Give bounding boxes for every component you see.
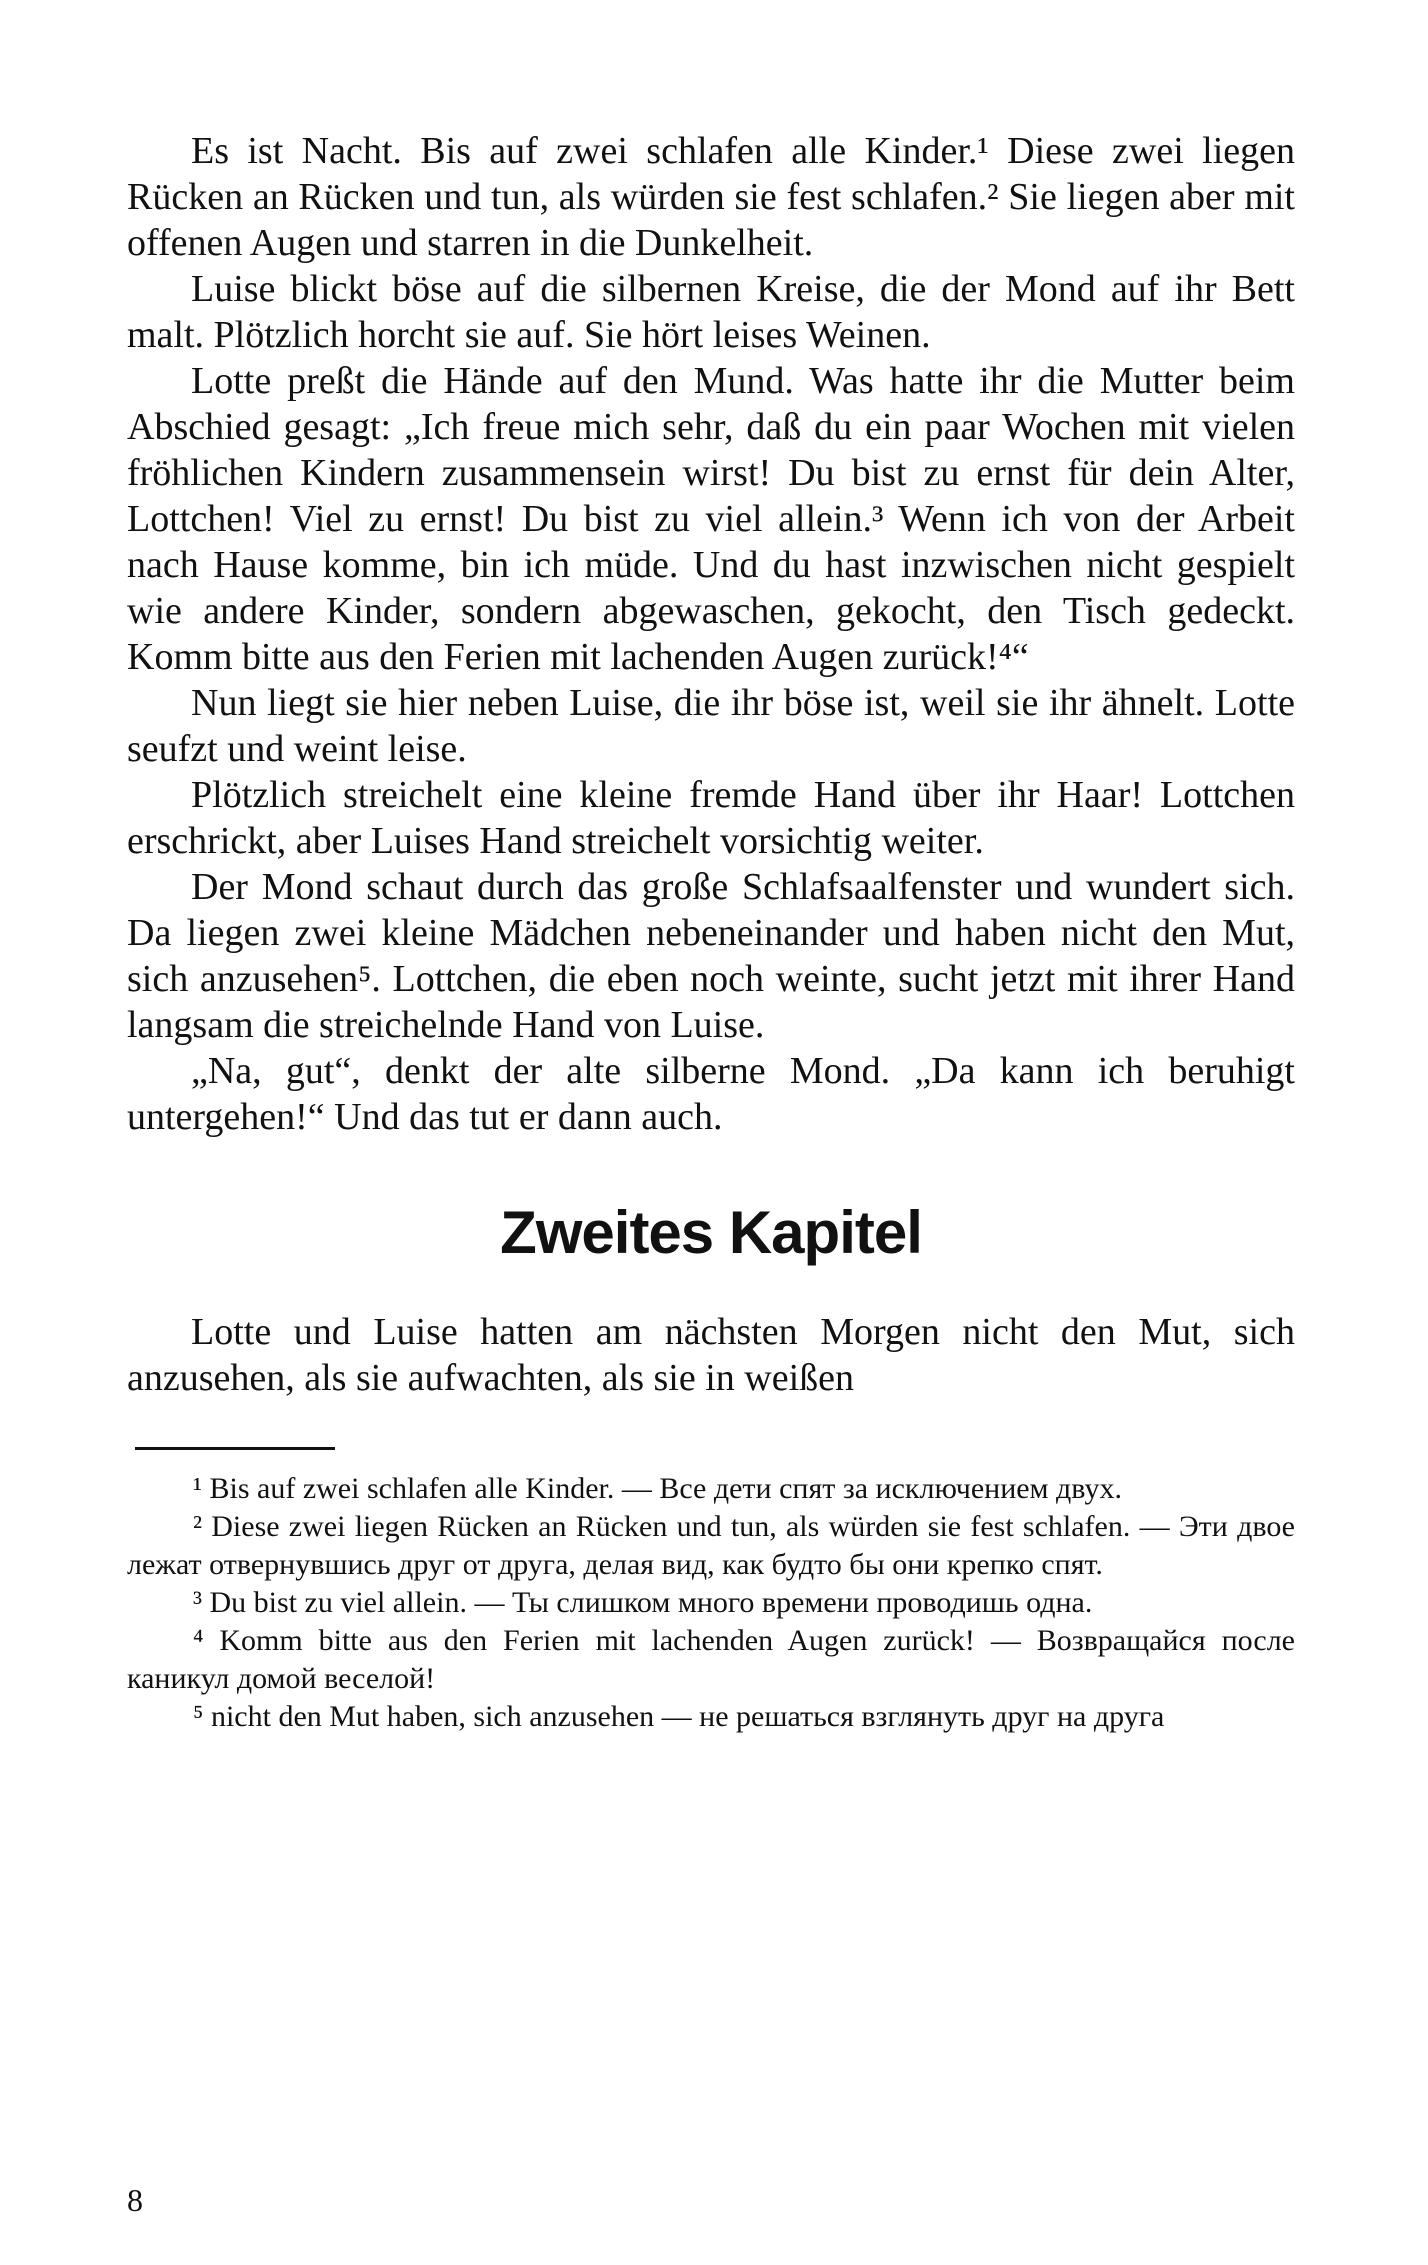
paragraph: Nun liegt sie hier neben Luise, die ihr böse ist, weil sie ihr ähnelt. Lotte seufzt und weint leise. [127,682,1295,770]
paragraph: Es ist Nacht. Bis auf zwei schlafen alle Kinder.¹ Diese zwei liegen Rücken an Rücken und tun, als würden sie fest schlafen.² Sie liegen aber mit offenen Augen und starren in die Dunkelheit. [127,130,1295,264]
footnote: ⁴ Komm bitte aus den Ferien mit lachenden Augen zurück! — Возвращайся после каникул домой веселой! [127,1624,1295,1695]
paragraph: „Na, gut“, denkt der alte silberne Mond. „Da kann ich beruhigt untergehen!“ Und das tut er dann auch. [127,1050,1295,1138]
footnotes [127,1470,1295,1736]
page-number: 8 [127,2182,143,2218]
footnote: ⁵ nicht den Mut haben, sich anzusehen — не решаться взглянуть друг на друга [193,1700,1165,1733]
chapter-two-start [127,1309,1295,1401]
footnote: ³ Du bist zu viel allein. — Ты слишком много времени проводишь одна. [193,1586,1093,1619]
footnote: ² Diese zwei liegen Rücken an Rücken und tun, als würden sie fest schlafen. — Эти двое лежат отвернувшись друг от друга, делая вид, как будто бы они крепко спят. [127,1510,1295,1581]
footnote: ¹ Bis auf zwei schlafen alle Kinder. — Все дети спят за исключением двух. [193,1472,1122,1505]
paragraph: Lotte und Luise hatten am nächsten Morgen nicht den Mut, sich anzusehen, als sie aufwachten, als sie in weißen [127,1311,1295,1399]
paragraph: Plötzlich streichelt eine kleine fremde Hand über ihr Haar! Lottchen erschrickt, aber Luises Hand streichelt vorsichtig weiter. [127,774,1295,862]
paragraph: Der Mond schaut durch das große Schlafsaalfenster und wundert sich. Da liegen zwei kleine Mädchen nebeneinander und haben nicht den Mut, sich anzusehen⁵. Lottchen, die eben noch weinte, sucht jetzt mit ihrer Hand langsam die streichelnde Hand von Luise. [127,866,1295,1046]
book-page [127,128,1295,1736]
chapter-one-ending [127,128,1295,1140]
footnote-divider [135,1447,335,1450]
paragraph: Luise blickt böse auf die silbernen Kreise, die der Mond auf ihr Bett malt. Plötzlich horcht sie auf. Sie hört leises Weinen. [127,268,1295,356]
chapter-heading: Zweites Kapitel [500,1199,922,1266]
paragraph: Lotte preßt die Hände auf den Mund. Was hatte ihr die Mutter beim Abschied gesagt: „Ich freue mich sehr, daß du ein paar Wochen mit vielen fröhlichen Kindern zusammensein wirst! Du bist zu ernst für dein Alter, Lottchen! Viel zu ernst! Du bist zu viel allein.³ Wenn ich von der Arbeit nach Hause komme, bin ich müde. Und du hast inzwischen nicht gespielt wie andere Kinder, sondern abgewaschen, gekocht, den Tisch gedeckt. Komm bitte aus den Ferien mit lachenden Augen zurück!⁴“ [127,360,1295,678]
